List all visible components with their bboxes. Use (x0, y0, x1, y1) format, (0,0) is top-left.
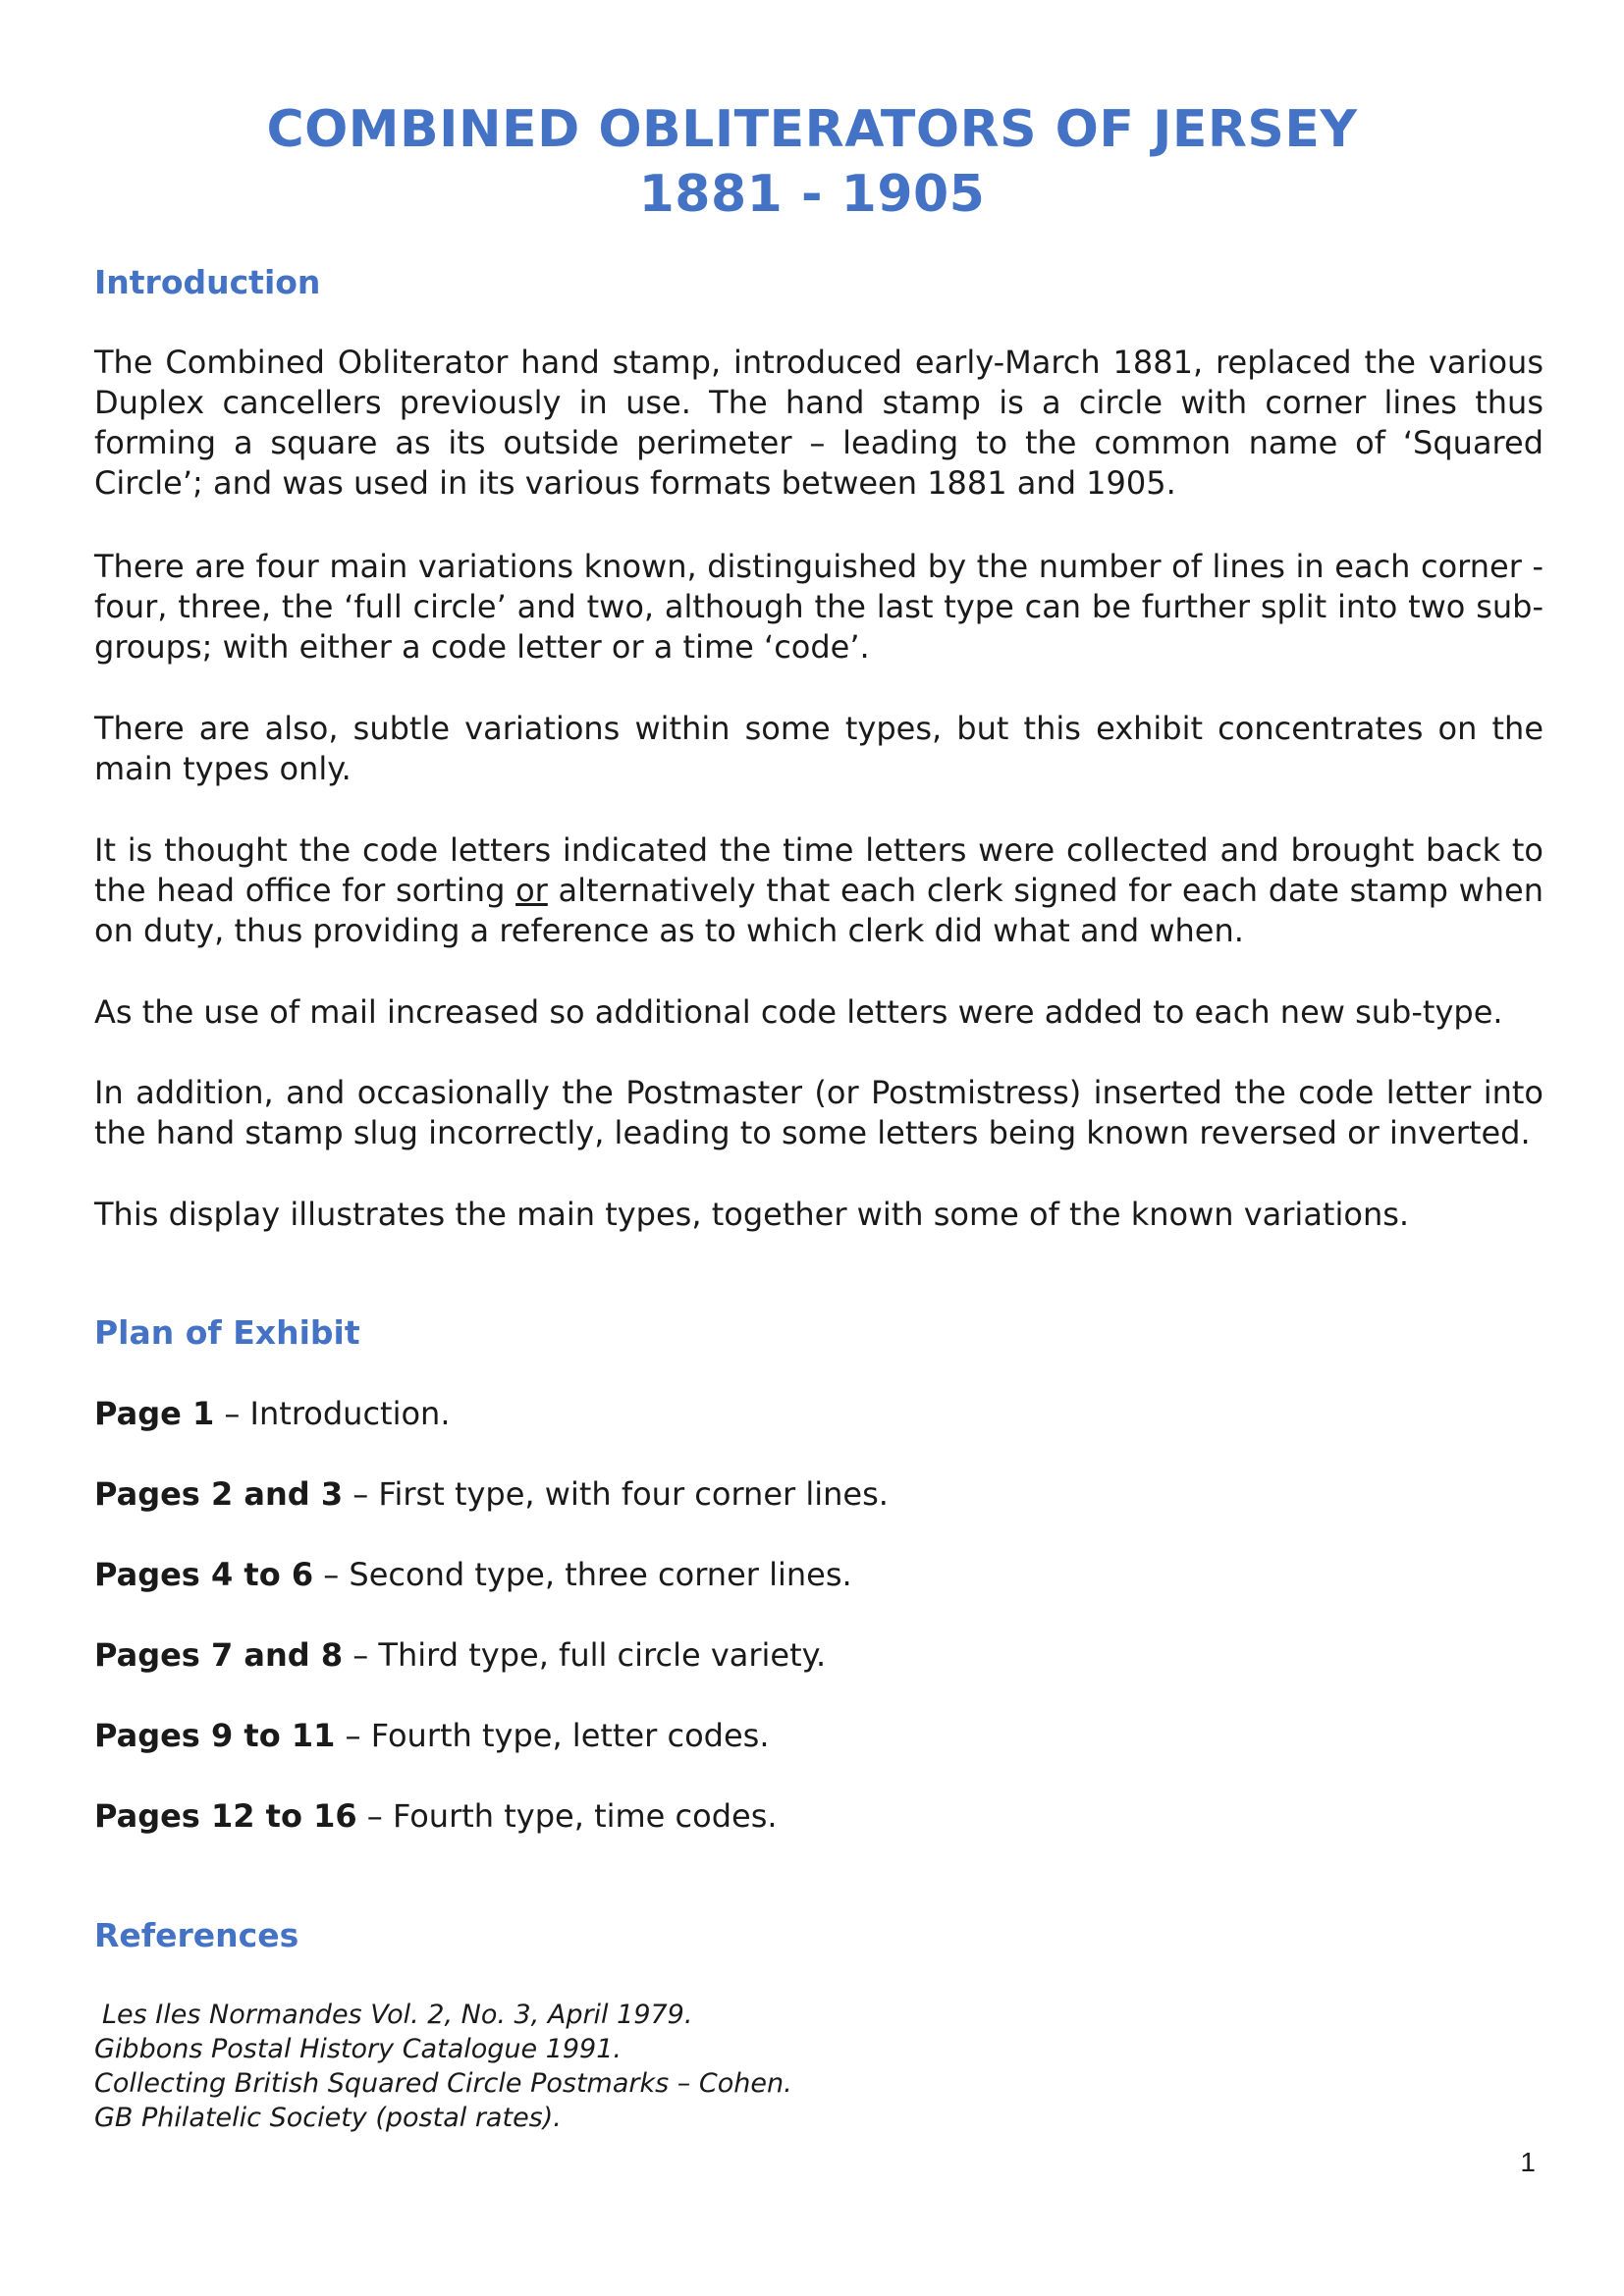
plan-item (94, 1474, 889, 1514)
intro-paragraph-6: In addition, and occasionally the Postmaster (or Postmistress) inserted the code letter into the hand stamp slug incorrectly, leading to some letters being known reversed or inverted. (94, 1074, 1543, 1151)
references-list (94, 1998, 792, 2135)
introduction-heading: Introduction (94, 263, 321, 301)
plan-item (94, 1555, 852, 1594)
intro-paragraph-1: The Combined Obliterator hand stamp, introduced early-March 1881, replaced the various Duplex cancellers previously in use. The hand stamp is a circle with corner lines thus forming a square as its outside perimeter – leading to the common name of ‘Squared Circle’; and was used in its various formats between 1881 and 1905. (94, 344, 1543, 502)
plan-item-text: – Second type, three corner lines. (313, 1556, 852, 1593)
intro-paragraph-2: There are four main variations known, distinguished by the number of lines in each corner - four, three, the ‘full circle’ and two, although the last type can be further split into two sub-groups; with either a code letter or a time ‘code’. (94, 548, 1543, 666)
plan-item-label: Pages 2 and 3 (94, 1475, 344, 1513)
references-heading: References (94, 1916, 299, 1954)
reference-item: Collecting British Squared Circle Postmarks – Cohen. (94, 2068, 792, 2099)
plan-item-label: Page 1 (94, 1395, 215, 1432)
plan-item-text: – Third type, full circle variety. (343, 1636, 827, 1674)
page-number: 1 (1520, 2147, 1536, 2177)
plan-item-text: – Introduction. (214, 1395, 451, 1432)
plan-item (94, 1796, 778, 1836)
plan-item-text: – Fourth type, letter codes. (335, 1717, 770, 1754)
reference-item: Les Iles Normandes Vol. 2, No. 3, April 1979. (102, 2000, 693, 2030)
plan-item-text: – Fourth type, time codes. (356, 1797, 778, 1835)
intro-paragraph-4-part-1: It is thought the code letters indicated the time letters were collected and brought back to the head office for sorting (94, 831, 1543, 909)
plan-item-label: Pages 12 to 16 (94, 1797, 357, 1835)
plan-heading: Plan of Exhibit (94, 1313, 360, 1352)
document-title: COMBINED OBLITERATORS OF JERSEY (266, 100, 1358, 159)
document-subtitle-dates: 1881 - 1905 (638, 165, 986, 224)
intro-paragraph-4-underlined-word: or (515, 872, 548, 909)
plan-item (94, 1394, 451, 1433)
plan-item-text: – First type, with four corner lines. (343, 1475, 889, 1513)
intro-paragraph-3: There are also, subtle variations within some types, but this exhibit concentrates on the main types only. (94, 710, 1543, 787)
plan-item (94, 1716, 770, 1755)
intro-paragraph-7: This display illustrates the main types, together with some of the known variations. (94, 1196, 1410, 1233)
plan-item-label: Pages 7 and 8 (94, 1636, 344, 1674)
plan-item (94, 1635, 826, 1675)
reference-item: Gibbons Postal History Catalogue 1991. (94, 2034, 622, 2064)
intro-paragraph-4 (94, 830, 1543, 951)
intro-paragraph-5: As the use of mail increased so additional code letters were added to each new sub-type. (94, 993, 1503, 1031)
reference-item: GB Philatelic Society (postal rates). (94, 2103, 562, 2133)
plan-item-label: Pages 9 to 11 (94, 1717, 336, 1754)
intro-paragraph-4-part-2: alternatively that each clerk signed for each date stamp when on duty, thus providing a reference as to which clerk did what and when. (94, 872, 1544, 949)
plan-item-label: Pages 4 to 6 (94, 1556, 314, 1593)
